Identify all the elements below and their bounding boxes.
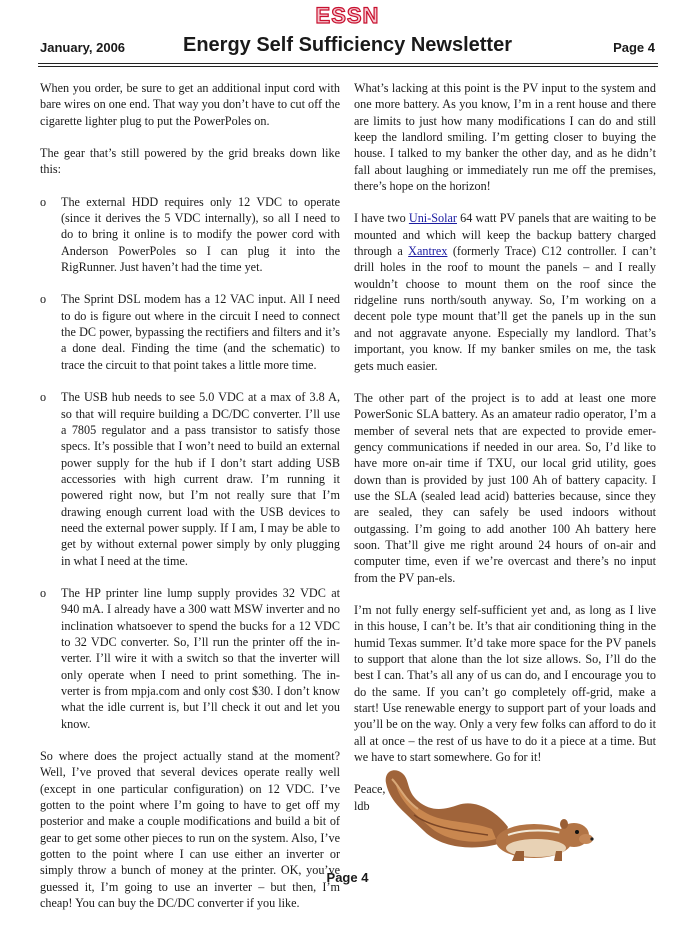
sign-off: Peace, [354,782,386,797]
list-item [40,194,340,276]
issue-date: January, 2006 [40,40,126,55]
bullet-marker: o [40,390,47,405]
right-column [354,80,656,814]
pv-panels-text-c: (formerly Trace) C12 controller. I can’t drill holes in the roof to mount the panels – and I really wouldn’t choose to mount them on the roof since the ridgeline runs north/south anyway. So, I’m working on a decent pole type mount that’ll get the panels up in the sun and not aggravate anyone. Especially my landlord. That’s important, you know. If my banker smiles on me, the task gets much easier. [354,244,656,373]
bullet-marker: o [40,292,47,307]
footer-page-number: Page 4 [326,870,369,885]
bullet-dsl-modem: The Sprint DSL modem has a 12 VAC input. All I need to do is figure out where in the circuit I need to connect the DC power, bypassing the rectifiers and filters and it’s a done deal. Finding the time (and the schematic) to trace the circuit to that point takes a little more time. [61,292,340,372]
squirrel-illustration [384,765,599,865]
list-item [40,389,340,569]
pv-panels-text-a: I have two [354,211,409,226]
paragraph-project-status: So where does the project actually stand at the moment? Well, I’ve proved that several devices operate really well (except in one particular configuration) on 12 VDC. I’ve gotten to the point where I’m going to have to get off my posterior and make a couple modifications and build a bit of gear to get some other pieces to run on the system. Also, I’ve gotten to the point where I can use either an inverter or simply throw a bunch of money at the printer. OK, you’ve guessed it, I’m going to use an inverter – but then, I’m cheap! You can buy the DC/DC converter if you like. [40,749,340,911]
bullet-hp-printer: The HP printer line lump supply provides 32 VDC at 940 mA. I already have a 300 watt MSW inverter and no inclination whatsoever to spend the bucks for a 12 VDC to 32 VDC converter. So, I’ll run the printer off the in-verter. I’ll wire it with a switch so that the inverter will only operate when I need to print something. The in-verter is from mpja.com and only cost $30. I don’t know what the idle current is, but I’ll check it out and let you know. [61,585,340,731]
paragraph-pv-lacking: What’s lacking at this point is the PV input to the system and one more battery. As you know, I’m in a rent house and there are limits to just how many modifications I can do and still keep the landlord smiling. I’m getting closer to buying the house. I talked to my banker the other day, and as he didn’t fall about laughing or immediately run me off the premises, there’s hope on the horizon! [354,81,656,194]
header-rule-top [38,63,658,64]
xantrex-link[interactable]: Xantrex [408,244,448,259]
paragraph-pv-panels [354,210,656,373]
signature: ldb [354,798,370,813]
uni-solar-link[interactable]: Uni-Solar [408,211,457,226]
bullet-hdd: The external HDD requires only 12 VDC to operate (since it derives the 5 VDC internally), so all I need to do to bring it online is to modify the power cord with Anderson PowerPoles so I can plug it into the RigRunner. Just haven’t had the time yet. [61,194,340,275]
left-column [40,80,340,927]
list-item [40,585,340,732]
paragraph-input-cord: When you order, be sure to get an additional input cord with bare wires on one end. That way you don’t have to cut off the cigarette lighter plug to put the PowerPoles on. [40,81,340,128]
newsletter-title: Energy Self Sufficiency Newsletter [182,34,512,56]
paragraph-self-sufficiency: I’m not fully energy self-sufficient yet and, as long as I live in this house, I can’t be. It’s that air conditioning thing in the humid Texas summer. It’d take more space for the PV panels to support that alone than the lot size allows. So, I’ll do the best I can. That’s all any of us can do, and I encourage you to do the same. If you can’t go completely off-grid, make a start! Use renewable energy to support part of your loads and you’ll be on the way. Only a very few folks can afford to do it all at once – the rest of us have to do it a piece at a time. But we have to start somewhere. Go for it! [354,602,656,765]
paragraph-sla-battery: The other part of the project is to add at least one more PowerSonic SLA battery. As an amateur radio operator, I’m a member of several nets that are expected to provide emer-gency communications if needed in our area. So, I’d like to have more on-air time if TXU, our local grid utility, goes down than is provided by just 100 Ah of battery capacity. I use the SLA (sealed lead acid) batteries because, since they are sealed, they can safely be used indoors without outgassing. I’m going to add another 100 Ah battery here soon. That’ll give me right around 24 hours of on-air and computer time, even if we’re overcast and there’s no input from the PV pan-els. [354,390,656,585]
pv-panels-text-b: 64 watt PV panels that are waiting to be mounted and which will keep the backup battery charged through a [354,211,656,259]
header-rule-bottom [38,66,658,67]
bullet-usb-hub: The USB hub needs to see 5.0 VDC at a max of 3.8 A, so that will require building a DC/DC converter. I’ll use a 7805 regulator and a pass transistor to satisfy those specs. It’s possible that I won’t need to build an external power supply for the hub if I don’t start adding USB accessories with high current draw. I’m running it powered right now, but I’m not really sure that I’m drawing enough current load with the USB devices to need the external power supply. If I am, I may be able to get by without external power simply by only plugging in what I need at the time. [61,390,340,568]
list-item [40,291,340,373]
bullet-marker: o [40,194,47,209]
header-page-number: Page 4 [613,40,655,55]
paragraph-gear-intro: The gear that’s still powered by the grid breaks down like this: [40,146,340,177]
bullet-marker: o [40,585,47,600]
essn-logo: ESSN [315,3,380,28]
